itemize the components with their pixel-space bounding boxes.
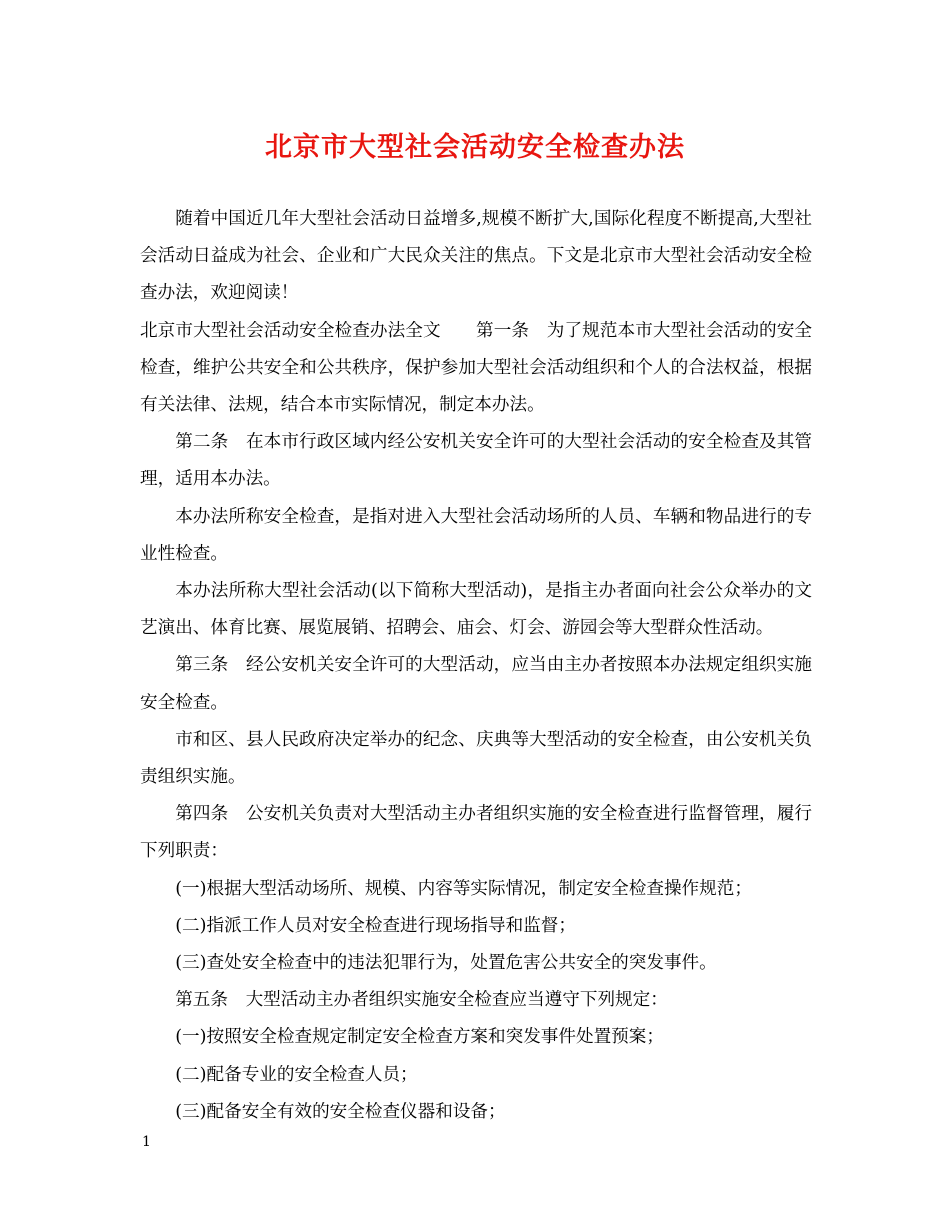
- list-item: (二)配备专业的安全检查人员；: [175, 1064, 418, 1085]
- paragraph-intro: 随着中国近几年大型社会活动日益增多,规模不断扩大,国际化程度不断提高,大型社会活动日益成为社会、企业和广大民众关注的焦点。下文是北京市大型社会活动安全检查办法，欢迎阅读！: [140, 209, 812, 304]
- paragraph-government-events: 市和区、县人民政府决定举办的纪念、庆典等大型活动的安全检查，由公安机关负责组织实施。: [140, 729, 812, 788]
- list-item: (二)指派工作人员对安全检查进行现场指导和监督；: [175, 915, 576, 936]
- list-item: (一)根据大型活动场所、规模、内容等实际情况，制定安全检查操作规范；: [175, 878, 752, 899]
- page-number: 1: [142, 1134, 151, 1150]
- list-item: (三)查处安全检查中的违法犯罪行为，处置危害公共安全的突发事件。: [175, 953, 717, 974]
- paragraph-article-1: 北京市大型社会活动安全检查办法全文 第一条 为了规范本市大型社会活动的安全检查，维护公共安全和公共秩序，保护参加大型社会活动组织和个人的合法权益，根据有关法律、法规，结合本市实际情况，制定本办法。: [140, 320, 812, 416]
- paragraph-article-4: 第四条 公安机关负责对大型活动主办者组织实施的安全检查进行监督管理，履行下列职责：: [140, 804, 812, 862]
- paragraph-security-check-definition: 本办法所称安全检查，是指对进入大型社会活动场所的人员、车辆和物品进行的专业性检查。: [140, 506, 812, 564]
- paragraph-article-5: 第五条 大型活动主办者组织实施安全检查应当遵守下列规定：: [175, 990, 668, 1011]
- list-item: (一)按照安全检查规定制定安全检查方案和突发事件处置预案；: [175, 1027, 664, 1048]
- paragraph-large-activity-definition: 本办法所称大型社会活动(以下简称大型活动)，是指主办者面向社会公众举办的文艺演出、体育比赛、展览展销、招聘会、庙会、灯会、游园会等大型群众性活动。: [140, 581, 812, 639]
- list-item: (三)配备安全有效的安全检查仪器和设备；: [175, 1101, 506, 1122]
- paragraph-article-3: 第三条 经公安机关安全许可的大型活动，应当由主办者按照本办法规定组织实施安全检查。: [140, 655, 812, 713]
- document-title: 北京市大型社会活动安全检查办法: [265, 132, 685, 163]
- document-body: [140, 201, 812, 1131]
- paragraph-article-2: 第二条 在本市行政区域内经公安机关安全许可的大型社会活动的安全检查及其管理，适用本办法。: [140, 432, 812, 490]
